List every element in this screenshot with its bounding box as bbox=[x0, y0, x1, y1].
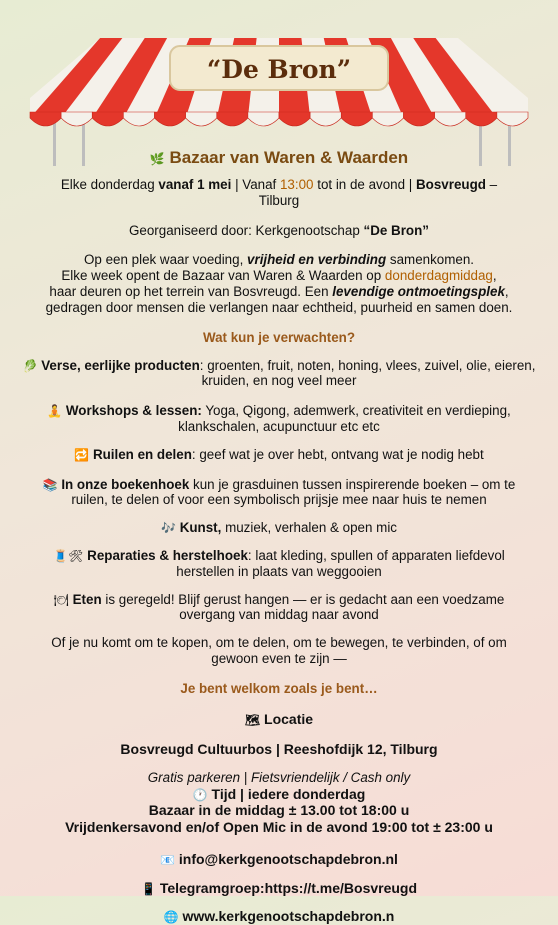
welcome-text: Je bent welkom zoals je bent… bbox=[180, 680, 378, 696]
telegram-link[interactable]: Telegramgroep:https://t.me/Bosvreugd bbox=[159, 879, 418, 896]
location-address: Bosvreugd Cultuurbos | Reeshofdijk 12, Tilburg bbox=[120, 741, 438, 758]
map-icon: 🗺 bbox=[244, 712, 261, 727]
awning-scallop bbox=[497, 112, 528, 126]
list-item bbox=[0, 548, 558, 580]
awning-scallop bbox=[404, 112, 435, 126]
intro-text: Elke week opent de Bazaar van Waren & Waarden op bbox=[61, 268, 385, 284]
awning-scallop bbox=[123, 112, 154, 126]
intro-text: , bbox=[492, 268, 497, 284]
organizer-prefix: Georganiseerd door: Kerkgenootschap bbox=[129, 222, 364, 238]
clock-icon: 🕐 bbox=[192, 787, 208, 802]
intro-text: gedragen door mensen die verlangen naar echtheid, puurheid en samen doen. bbox=[45, 299, 513, 315]
list-item bbox=[0, 520, 558, 536]
organizer-name: “De Bron” bbox=[363, 222, 429, 238]
item-text: : geef wat je over hebt, ontvang wat je nodig hebt bbox=[191, 446, 484, 462]
item-title: Reparaties & herstelhoek bbox=[87, 548, 248, 564]
email-icon: 📧 bbox=[160, 853, 176, 868]
list-item bbox=[0, 447, 558, 463]
item-title: Eten bbox=[72, 591, 102, 607]
when-text-1: Elke donderdag bbox=[60, 177, 159, 193]
organizer bbox=[0, 223, 558, 239]
intro-paragraph bbox=[0, 252, 558, 315]
flyer-content bbox=[0, 146, 558, 925]
leaf-icon: 🌿 bbox=[149, 152, 165, 166]
books-icon: 📚 bbox=[42, 477, 58, 492]
intro-text: Op een plek waar voeding, bbox=[84, 252, 248, 268]
globe-icon: 🌐 bbox=[163, 910, 179, 925]
awning-scallop bbox=[341, 112, 372, 126]
item-text: : laat kleding, spullen of apparaten liefdevol herstellen in plaats van weggooien bbox=[176, 548, 505, 579]
phone-icon: 📱 bbox=[140, 881, 156, 896]
awning-scallop bbox=[186, 112, 217, 126]
awning-banner bbox=[0, 0, 558, 168]
music-notes-icon: 🎶 bbox=[161, 521, 176, 536]
awning-scallop bbox=[217, 112, 248, 126]
page-title bbox=[0, 148, 558, 168]
when-place: Bosvreugd bbox=[416, 177, 486, 193]
awning-scallop bbox=[279, 112, 310, 126]
item-text: is geregeld! Blijf gerust hangen — er is gedacht aan een voedzame overgang van middag naar avond bbox=[101, 591, 505, 623]
intro-highlight: donderdagmiddag bbox=[384, 268, 493, 284]
intro-emphasis: vrijheid en verbinding bbox=[247, 252, 387, 268]
intro-text: haar deuren op het terrein van Bosvreugd. Een bbox=[49, 284, 333, 300]
item-text: Yoga, Qigong, ademwerk, creativiteit en verdieping, klankschalen, acupunctuur etc etc bbox=[178, 403, 511, 434]
location-title: Locatie bbox=[264, 710, 314, 727]
when-text-2: | Vanaf bbox=[231, 177, 280, 193]
sign-title: “De Bron” bbox=[206, 55, 352, 84]
item-title: Ruilen en delen bbox=[92, 446, 192, 462]
when-start-date: vanaf 1 mei bbox=[158, 177, 232, 193]
list-item bbox=[0, 358, 558, 390]
awning-scallop bbox=[92, 112, 123, 126]
intro-emphasis: levendige ontmoetingsplek bbox=[332, 284, 505, 300]
item-title: Verse, eerlijke producten bbox=[41, 357, 200, 373]
item-text: : groenten, fruit, noten, honing, vlees, zuivel, olie, eieren, kruiden, en nog veel meer bbox=[199, 357, 536, 389]
awning-scallop bbox=[30, 112, 61, 126]
telegram-line bbox=[0, 880, 558, 897]
when-start-time: 13:00 bbox=[279, 177, 314, 193]
when-text-3: tot in de avond | bbox=[313, 177, 416, 193]
awning-scallop bbox=[372, 112, 403, 126]
time-title: Tijd | iedere donderdag bbox=[211, 785, 366, 802]
expect-heading: Wat kun je verwachten? bbox=[202, 329, 356, 345]
event-when bbox=[0, 177, 558, 209]
time-evening: Vrijdenkersavond en/of Open Mic in de avond 19:00 tot ± 23:00 u bbox=[65, 818, 493, 835]
item-title: Kunst, bbox=[179, 520, 222, 536]
repeat-icon: 🔁 bbox=[74, 447, 90, 462]
awning-valance bbox=[30, 112, 528, 126]
intro-text: , bbox=[504, 284, 509, 300]
closing-text: Of je nu komt om te kopen, om te delen, om te bewegen, te verbinden, of om gewoon even te zijn — bbox=[51, 635, 507, 667]
list-item bbox=[0, 592, 558, 624]
thread-tools-icon: 🧵🛠 bbox=[53, 549, 84, 564]
time-afternoon: Bazaar in de middag ± 13.00 tot 18:00 u bbox=[148, 802, 410, 819]
awning-scallop bbox=[310, 112, 341, 126]
website-link[interactable]: www.kerkgenootschapdebron.n bbox=[182, 908, 395, 925]
awning-scallop bbox=[155, 112, 186, 126]
item-title: Workshops & lessen: bbox=[65, 403, 202, 419]
title-text: Bazaar van Waren & Waarden bbox=[169, 148, 409, 167]
item-text: muziek, verhalen & open mic bbox=[221, 520, 397, 536]
website-line bbox=[0, 908, 558, 925]
item-text: kun je grasduinen tussen inspirerende boeken – om te ruilen, te delen of voor een symbolisch prijsje mee naar huis te nemen bbox=[71, 476, 516, 508]
email-link[interactable]: info@kerkgenootschapdebron.nl bbox=[178, 851, 398, 868]
meditation-icon: 🧘 bbox=[47, 404, 63, 419]
awning-scallop bbox=[61, 112, 92, 126]
item-title: In onze boekenhoek bbox=[61, 476, 190, 492]
awning-scallop bbox=[435, 112, 466, 126]
vegetable-icon: 🥬 bbox=[22, 358, 38, 373]
email-line bbox=[0, 851, 558, 868]
list-item bbox=[0, 477, 558, 509]
awning-scallop bbox=[466, 112, 497, 126]
intro-text: samenkomen. bbox=[386, 252, 474, 268]
location-heading bbox=[0, 711, 558, 728]
awning-scallop bbox=[248, 112, 279, 126]
when-city: – Tilburg bbox=[258, 177, 498, 208]
list-item bbox=[0, 403, 558, 435]
time-heading bbox=[0, 786, 558, 803]
location-notes: Gratis parkeren | Fietsvriendelijk / Cash only bbox=[147, 769, 411, 785]
plate-icon: 🍽 bbox=[53, 592, 69, 607]
